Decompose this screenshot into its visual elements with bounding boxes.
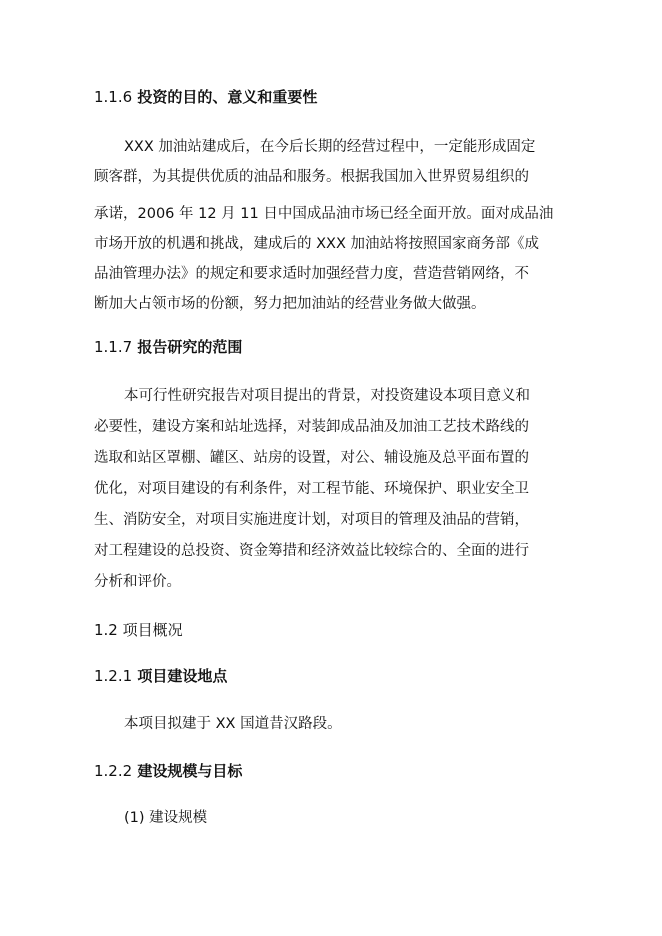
paragraph-line: 对工程建设的总投资、资金筹措和经济效益比较综合的、全面的进行 — [94, 543, 529, 559]
paragraph-line: 承诺，2006 年 12 月 11 日中国成品油市场已经全面开放。面对成品油 — [94, 206, 554, 222]
paragraph-line: 本项目拟建于 XX 国道昔汉路段。 — [124, 716, 342, 732]
section-title: 建设规模与目标 — [137, 762, 243, 780]
section-number: 1.1.7 — [94, 338, 133, 356]
paragraph-line: 断加大占领市场的份额，努力把加油站的经营业务做大做强。 — [94, 296, 486, 312]
section-number: 1.1.6 — [94, 88, 133, 106]
paragraph-line: 生、消防安全，对项目实施进度计划，对项目的管理及油品的营销， — [94, 512, 529, 528]
section-number: 1.2.2 — [94, 762, 133, 780]
section-title: 投资的目的、意义和重要性 — [137, 88, 318, 106]
paragraph-line: 顾客群，为其提供优质的油品和服务。根据我国加入世界贸易组织的 — [94, 169, 529, 185]
paragraph-line: 选取和站区罩棚、罐区、站房的设置，对公、辅设施及总平面布置的 — [94, 450, 529, 466]
section-title: 报告研究的范围 — [137, 338, 243, 356]
paragraph-line: 必要性，建设方案和站址选择，对装卸成品油及加油工艺技术路线的 — [94, 419, 529, 435]
subsection-label: (1) 建设规模 — [124, 810, 208, 826]
paragraph-line: 品油管理办法》的规定和要求适时加强经营力度，营造营销网络，不 — [94, 266, 529, 282]
section-title: 项目建设地点 — [137, 667, 228, 685]
paragraph-line: 本可行性研究报告对项目提出的背景，对投资建设本项目意义和 — [124, 388, 530, 404]
paragraph-line: 优化，对项目建设的有利条件，对工程节能、环境保护、职业安全卫 — [94, 481, 529, 497]
section-heading-1-1-6 — [94, 87, 317, 107]
paragraph-line: XXX 加油站建成后，在今后长期的经营过程中，一定能形成固定 — [124, 139, 536, 155]
paragraph-line: 分析和评价。 — [94, 574, 181, 590]
section-heading-1-2-2 — [94, 761, 242, 781]
section-heading-1-2-1 — [94, 666, 227, 686]
paragraph-line: 市场开放的机遇和挑战，建成后的 XXX 加油站将按照国家商务部《成 — [94, 236, 540, 252]
section-heading-1-1-7 — [94, 337, 242, 357]
section-number: 1.2.1 — [94, 667, 133, 685]
section-heading-1-2: 1.2 项目概况 — [94, 621, 183, 639]
